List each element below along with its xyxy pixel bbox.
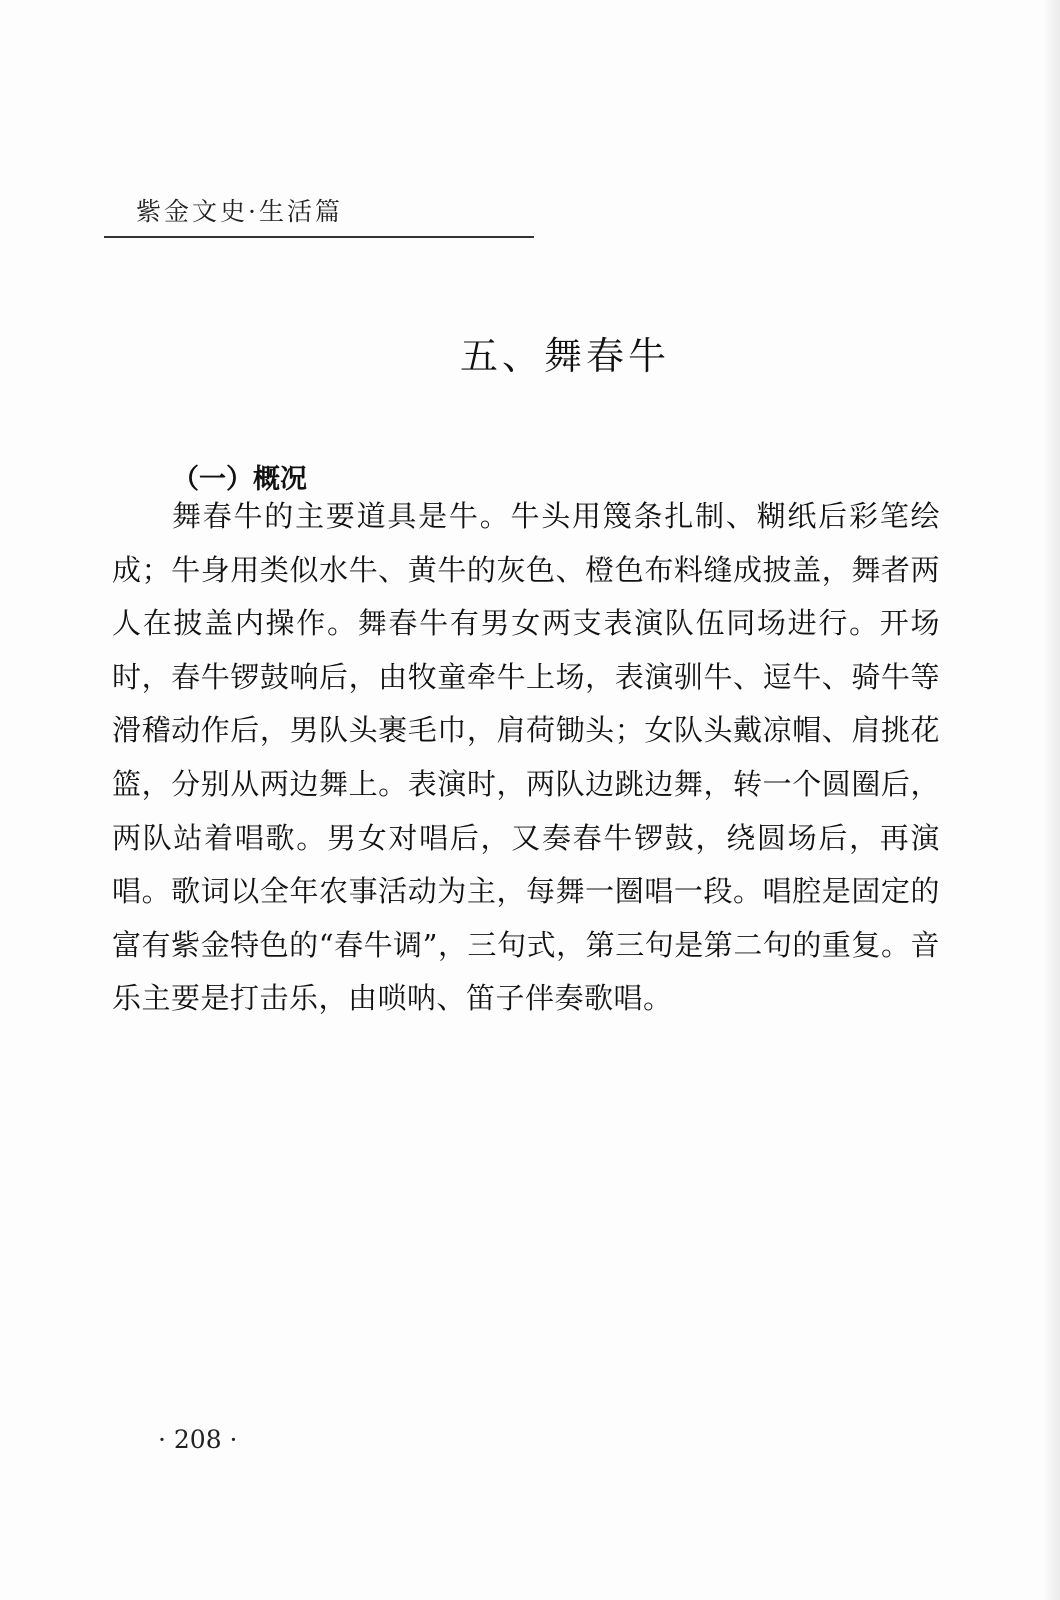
running-head: 紫金文史·生活篇: [136, 197, 343, 226]
page-number: · 208 ·: [158, 1425, 238, 1454]
body-paragraph: 舞春牛的主要道具是牛。牛头用篾条扎制、糊纸后彩笔绘成；牛身用类似水牛、黄牛的灰色、橙色布料缝成披盖，舞者两人在披盖内操作。舞春牛有男女两支表演队伍同场进行。开场时，春牛锣鼓响后，由牧童牵牛上场，表演驯牛、逗牛、骑牛等滑稽动作后，男队头裹毛巾，肩荷锄头；女队头戴凉帽、肩挑花篮，分别从两边舞上。表演时，两队边跳边舞，转一个圆圈后，两队站着唱歌。男女对唱后，又奏春牛锣鼓，绕圆场后，再演唱。歌词以全年农事活动为主，每舞一圈唱一段。唱腔是固定的富有紫金特色的“春牛调”，三句式，第三句是第二句的重复。音乐主要是打击乐，由唢呐、笛子伴奏歌唱。: [112, 499, 940, 1016]
page-edge-shadow: [1042, 0, 1060, 1600]
body-text: [112, 490, 940, 1026]
section-heading: （一）概况: [172, 464, 307, 495]
chapter-title: 五、舞春牛: [459, 334, 670, 378]
running-head-rule: [104, 236, 534, 238]
